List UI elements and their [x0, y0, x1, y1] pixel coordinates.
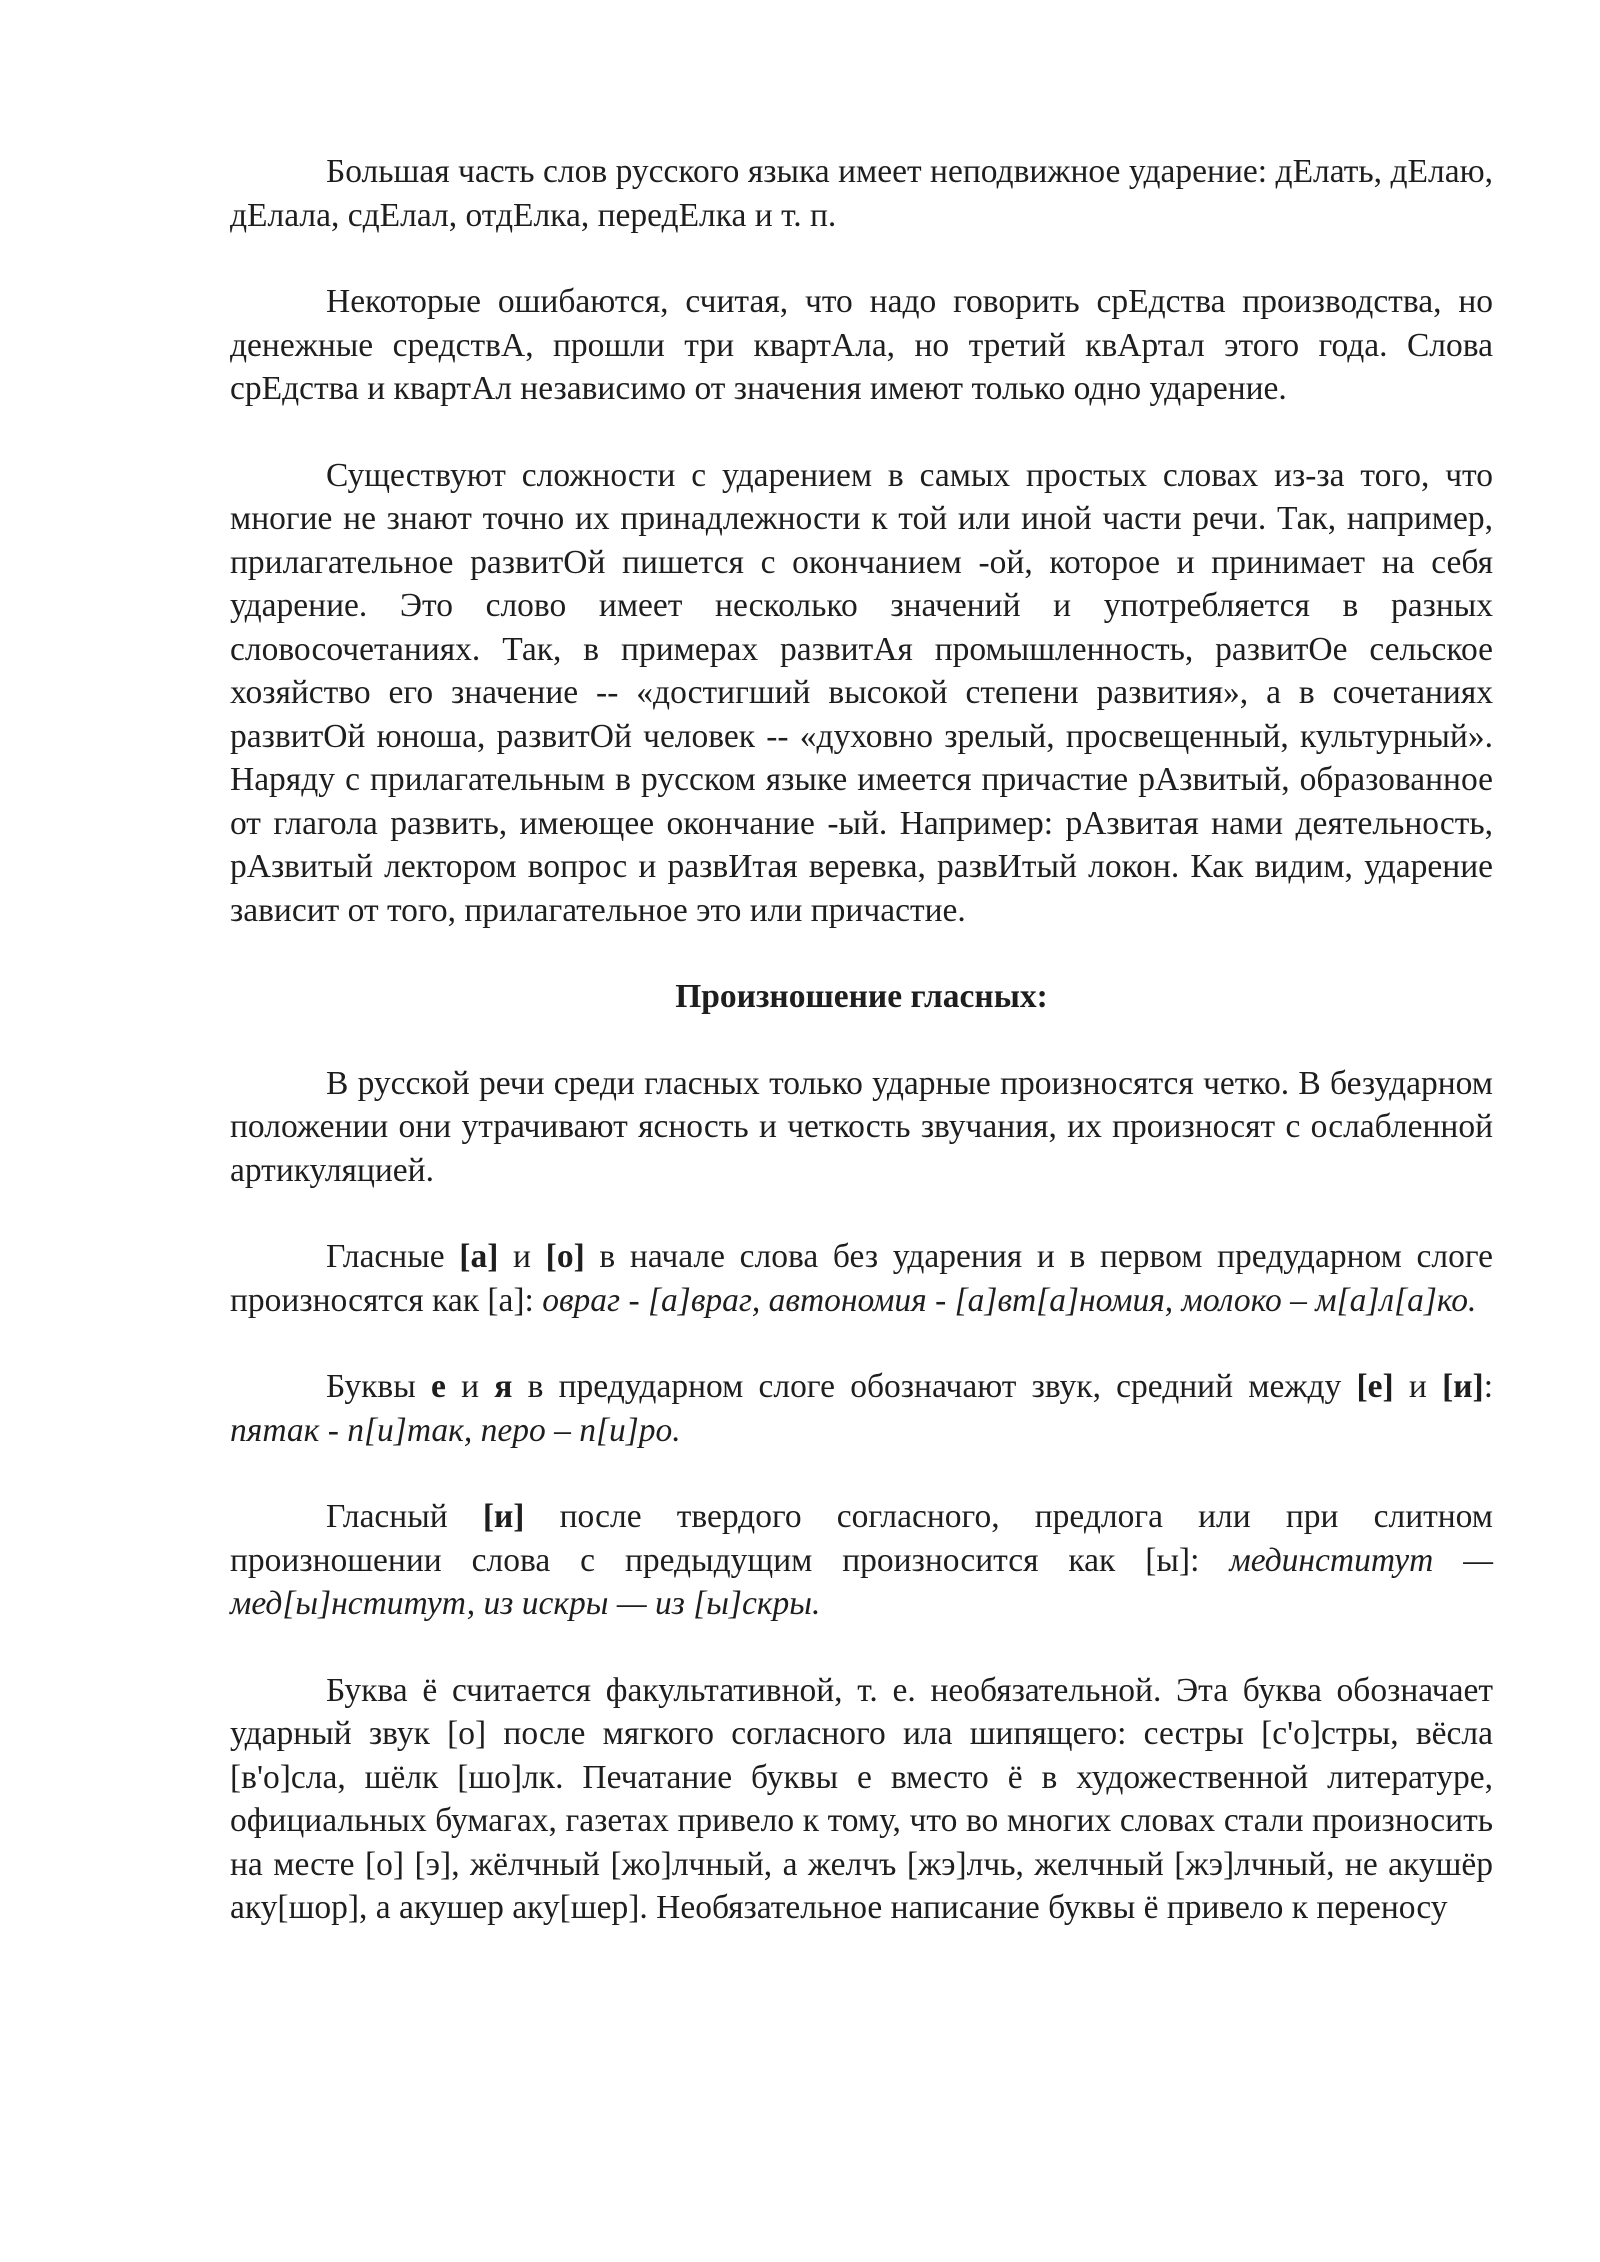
- document-page: [230, 150, 1493, 1973]
- text-run: :: [1483, 1368, 1493, 1405]
- examples-i-hard: мединститут — мед[ы]нститут, из искры — из [ы]скры.: [230, 1541, 1493, 1622]
- paragraph-fixed-stress: Большая часть слов русского языка имеет неподвижное ударение: дЕлать, дЕлаю, дЕлала, сдЕлал, отдЕлка, передЕлка и т. п.: [230, 153, 1493, 234]
- paragraph-vowels-e-ya: [230, 1365, 1493, 1452]
- text-run: после твердого согласного, предлога или при слитном произношении слова с предыдущим произносится как [ы]:: [230, 1498, 1493, 1579]
- sound-i: [и]: [1442, 1368, 1484, 1405]
- paragraph-vowels-a-o: [230, 1235, 1493, 1322]
- paragraph-vowels-intro: В русской речи среди гласных только ударные произносятся четко. В безударном положении они утрачивают ясность и четкость звучания, их произносят с ослабленной артикуляцией.: [230, 1064, 1493, 1189]
- paragraph-letter-yo: Буква ё считается факультативной, т. е. необязательной. Эта буква обозначает ударный звук [о] после мягкого согласного ила шипящего: сестры [с'о]стры, вёсла [в'о]сла, шёлк [шо]лк. Печатание буквы е вместо ё в художественной литературе, официальных бумагах, газетах привело к тому, что во многих словах стали произносить на месте [о] [э], жёлчный [жо]лчный, а желчъ [жэ]лчь, желчный [жэ]лчный, не акушёр аку[шор], а акушер аку[шер]. Необязательное написание буквы ё привело к переносу: [230, 1671, 1493, 1926]
- text-run: в предударном слоге обозначают звук, средний между: [512, 1368, 1357, 1405]
- text-run: в начале слова без ударения и в первом предударном слоге произносятся как [а]:: [230, 1238, 1493, 1319]
- sound-i-hard: [и]: [482, 1498, 525, 1535]
- text-run: и: [498, 1238, 546, 1275]
- sound-o: [о]: [545, 1238, 585, 1275]
- section-heading: Произношение гласных:: [675, 978, 1048, 1015]
- sound-e: [е]: [1356, 1368, 1394, 1405]
- examples-e-ya: пятак - п[и]так, перо – п[и]ро.: [230, 1411, 681, 1449]
- paragraph-stress-mistakes: Некоторые ошибаются, считая, что надо говорить срЕдства производства, но денежные средствА, прошли три квартАла, но третий квАртал этого года. Слова срЕдства и квартАл независимо от значения имеют только одно ударение.: [230, 283, 1493, 407]
- examples-a-o: овраг - [а]враг, автономия - [а]вт[а]номия, молоко – м[а]л[а]ко.: [542, 1281, 1477, 1319]
- paragraph-vowels-i-after-hard: [230, 1495, 1493, 1626]
- text-run: Буквы: [326, 1368, 431, 1405]
- text-run: Гласный: [326, 1498, 483, 1535]
- text-run: Гласные: [326, 1238, 460, 1275]
- letter-ya: я: [494, 1368, 513, 1405]
- letter-e: е: [430, 1368, 446, 1405]
- text-run: и: [445, 1368, 495, 1405]
- paragraph-stress-parts-of-speech: Существуют сложности с ударением в самых простых словах из-за того, что многие не знают точно их принадлежности к той или иной части речи. Так, например, прилагательное развитОй пишется с окончанием -ой, которое и принимает на себя ударение. Это слово имеет несколько значений и употребляется в разных словосочетаниях. Так, в примерах развитАя промышленность, развитОе сельское хозяйство его значение -- «достигший высокой степени развития», а в сочетаниях развитОй юноша, развитОй человек -- «духовно зрелый, просвещенный, культурный». Наряду с прилагательным в русском языке имеется причастие рАзвитый, образованное от глагола развить, имеющее окончание -ый. Например: рАзвитая нами деятельность, рАзвитый лектором вопрос и развИтая веревка, развИтый локон. Как видим, ударение зависит от того, прилагательное это или причастие.: [230, 456, 1493, 929]
- text-run: и: [1393, 1368, 1443, 1405]
- sound-a: [а]: [459, 1238, 499, 1275]
